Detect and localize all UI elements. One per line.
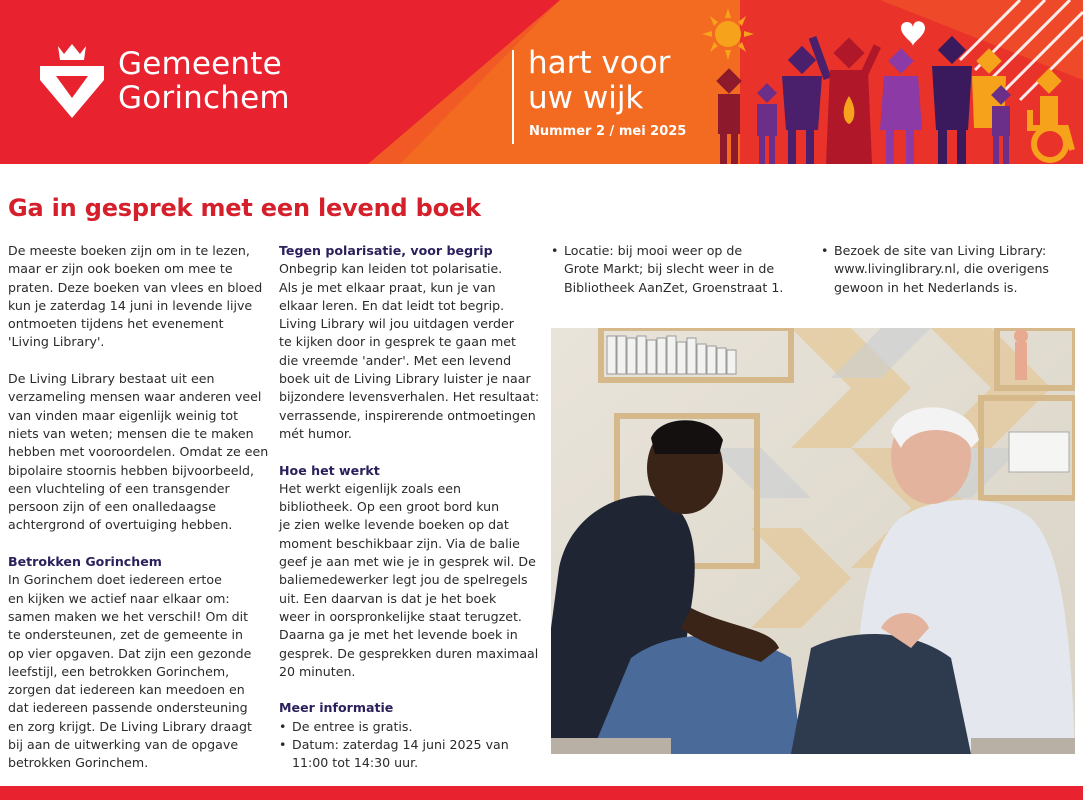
list-item: • Bezoek de site van Living Library: www.livinglibrary.nl, die overigens gewoon in het Nederlands is. [821, 242, 1079, 297]
article-column-2 [279, 242, 541, 773]
section-heading-hoe-het-werkt: Hoe het werkt [279, 462, 380, 478]
header-divider [512, 50, 514, 144]
list-item: • Datum: zaterdag 14 juni 2025 van 11:00 tot 14:30 uur. [279, 736, 541, 773]
article-headline: Ga in gesprek met een levend boek [8, 194, 481, 222]
list-item: • Locatie: bij mooi weer op de Grote Markt; bij slecht weer in de Bibliotheek AanZet, Groenstraat 1. [551, 242, 801, 297]
section-heading-meer-informatie: Meer informatie [279, 700, 394, 716]
article-column-4 [821, 242, 1079, 297]
info-list [279, 718, 541, 773]
magazine-title-line2: uw wijk [528, 80, 644, 116]
magazine-title [528, 46, 670, 116]
org-name-line2: Gorinchem [118, 80, 290, 116]
section-heading-polarisatie: Tegen polarisatie, voor begrip [279, 243, 493, 258]
section-heading-betrokken: Betrokken Gorinchem [8, 554, 162, 570]
living-library-paragraph: De Living Library bestaat uit een verzameling mensen waar anderen veel van vinden maar eigenlijk weinig tot niets van weten; mensen die te maken hebben met vooroordelen. Omdat ze een bipolaire stoornis hebben bijvoorbeeld, een vluchteling of een transgender persoon zijn of een onalledaagse achtergrond of overtuiging hebben. [8, 371, 269, 533]
list-item: • De entree is gratis. [279, 718, 541, 736]
people-illustration [700, 0, 1083, 164]
polarisatie-paragraph: Onbegrip kan leiden tot polarisatie. Als je met elkaar praat, kun je van elkaar leren. En dat leidt tot begrip. Living Library wil jou uitdagen verder te kijken door in gesprek te gaan met die vreemde 'ander'. Met een levend boek uit de Living Library luister je naar bijzondere levensverhalen. Het resultaat: verrassende, inspirerende ontmoetingen mét humor. [279, 261, 540, 441]
info-list-continued-2 [821, 242, 1079, 297]
info-list-continued [551, 242, 801, 297]
masthead [0, 0, 1083, 164]
gorinchem-crown-heart-icon [38, 40, 106, 120]
organization-name [118, 47, 290, 115]
intro-paragraph: De meeste boeken zijn om in te lezen, maar er zijn ook boeken om mee te praten. Deze boeken van vlees en bloed kun je zaterdag 14 juni in levende lijve ontmoeten tijdens het evenement 'Living Library'. [8, 243, 263, 350]
sun-icon [702, 8, 754, 60]
article-column-3 [551, 242, 801, 297]
heart-icon [901, 21, 925, 46]
footer-bar [0, 786, 1083, 800]
conversation-photo [551, 328, 1075, 754]
magazine-title-line1: hart voor [528, 45, 671, 81]
issue-number: Nummer 2 / mei 2025 [529, 124, 687, 139]
article-column-1 [8, 242, 270, 773]
org-name-line1: Gemeente [118, 46, 282, 82]
hoe-het-werkt-paragraph: Het werkt eigenlijk zoals een bibliotheek. Op een groot bord kun je zien welke levende boeken op dat moment beschikbaar zijn. Via de balie geef je aan met wie je in gesprek wil. De baliemedewerker legt jou de spelregels uit. Een daarvan is dat je het boek weer in oorspronkelijke staat terugzet. Daarna ga je met het levende boek in gesprek. De gesprekken duren maximaal 20 minuten. [279, 480, 539, 679]
betrokken-paragraph: In Gorinchem doet iedereen ertoe en kijken we actief naar elkaar om: samen maken we het verschil! Om dit te ondersteunen, zet de gemeente in op vier opgaven. Dat zijn een gezonde leefstijl, een betrokken Gorinchem, zorgen dat iedereen kan meedoen en dat iedereen passende ondersteuning en zorg krijgt. De Living Library draagt bij aan de uitwerking van de opgave betrokken Gorinchem. [8, 572, 252, 771]
